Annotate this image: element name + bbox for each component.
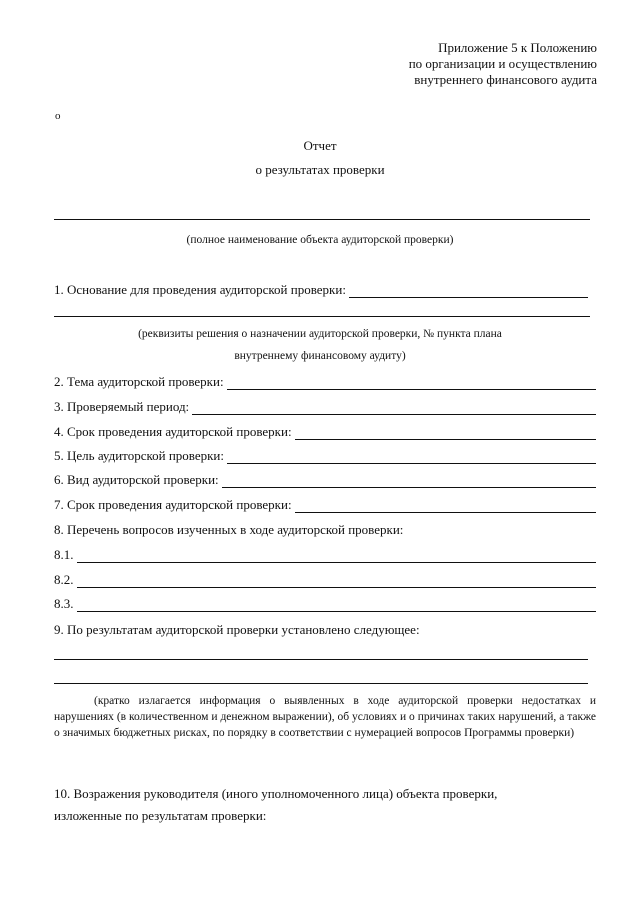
item-4-field[interactable] xyxy=(295,426,596,440)
item-2-field[interactable] xyxy=(227,376,596,390)
item-2-row xyxy=(54,372,596,390)
item-1-caption-2: внутреннему финансовому аудиту) xyxy=(234,350,406,362)
item-8-1-field[interactable] xyxy=(77,549,597,563)
item-8-label: 8. Перечень вопросов изученных в ходе аудиторской проверки: xyxy=(54,522,404,537)
item-5-label: 5. Цель аудиторской проверки: xyxy=(54,448,225,463)
item-10-line-1: 10. Возражения руководителя (иного уполномоченного лица) объекта проверки, xyxy=(54,786,498,801)
object-name-line[interactable] xyxy=(54,219,590,220)
item-1-caption-1: (реквизиты решения о назначении аудиторской проверки, № пункта плана xyxy=(138,328,502,340)
item-5-field[interactable] xyxy=(227,450,596,464)
item-8-3-field[interactable] xyxy=(77,598,597,612)
item-9-note: (кратко излагается информация о выявленных в ходе аудиторской проверки недостатках и нарушениях (в количественном и денежном выражении), об условиях и о причинах таких нарушений, а также о значимых бюджетных рисках, по порядку в соответствии с нумерацией вопросов Программы проверки) xyxy=(54,695,596,739)
item-3-label: 3. Проверяемый период: xyxy=(54,399,190,414)
item-8-2-field[interactable] xyxy=(77,574,597,588)
header-line-1: Приложение 5 к Положению xyxy=(438,40,597,55)
item-4-label: 4. Срок проведения аудиторской проверки: xyxy=(54,424,292,439)
item-9-row xyxy=(54,620,596,638)
item-3-row xyxy=(54,397,596,415)
header-line-2: по организации и осуществлению xyxy=(408,56,597,71)
item-1-field[interactable] xyxy=(349,284,588,298)
object-name-caption: (полное наименование объекта аудиторской проверки) xyxy=(186,234,454,246)
item-8-2-label: 8.2. xyxy=(54,572,74,587)
item-9-line-1[interactable] xyxy=(54,659,588,660)
item-7-row xyxy=(54,495,596,513)
item-8-row xyxy=(54,520,596,538)
item-7-label: 7. Срок проведения аудиторской проверки: xyxy=(54,497,292,512)
item-1-second-line[interactable] xyxy=(54,316,590,317)
item-9-label: 9. По результатам аудиторской проверки установлено следующее: xyxy=(54,622,420,637)
item-8-2-row xyxy=(54,570,596,588)
document-header xyxy=(409,40,597,88)
item-6-row xyxy=(54,470,596,488)
item-1-row xyxy=(54,280,596,298)
item-2-label: 2. Тема аудиторской проверки: xyxy=(54,374,224,389)
document-title: Отчет xyxy=(303,138,337,153)
item-3-field[interactable] xyxy=(192,401,596,415)
item-10-line-2: изложенные по результатам проверки: xyxy=(54,808,267,823)
item-9-line-2[interactable] xyxy=(54,683,588,684)
item-8-1-label: 8.1. xyxy=(54,547,74,562)
stray-mark: о xyxy=(55,110,61,122)
item-5-row xyxy=(54,446,596,464)
item-7-field[interactable] xyxy=(295,499,596,513)
item-6-label: 6. Вид аудиторской проверки: xyxy=(54,472,219,487)
item-1-label: 1. Основание для проведения аудиторской проверки: xyxy=(54,282,346,297)
item-6-field[interactable] xyxy=(222,474,596,488)
document-subtitle: о результатах проверки xyxy=(255,162,385,177)
item-8-1-row xyxy=(54,545,596,563)
item-8-3-label: 8.3. xyxy=(54,596,74,611)
item-8-3-row xyxy=(54,594,596,612)
item-4-row xyxy=(54,422,596,440)
header-line-3: внутреннего финансового аудита xyxy=(414,72,597,87)
